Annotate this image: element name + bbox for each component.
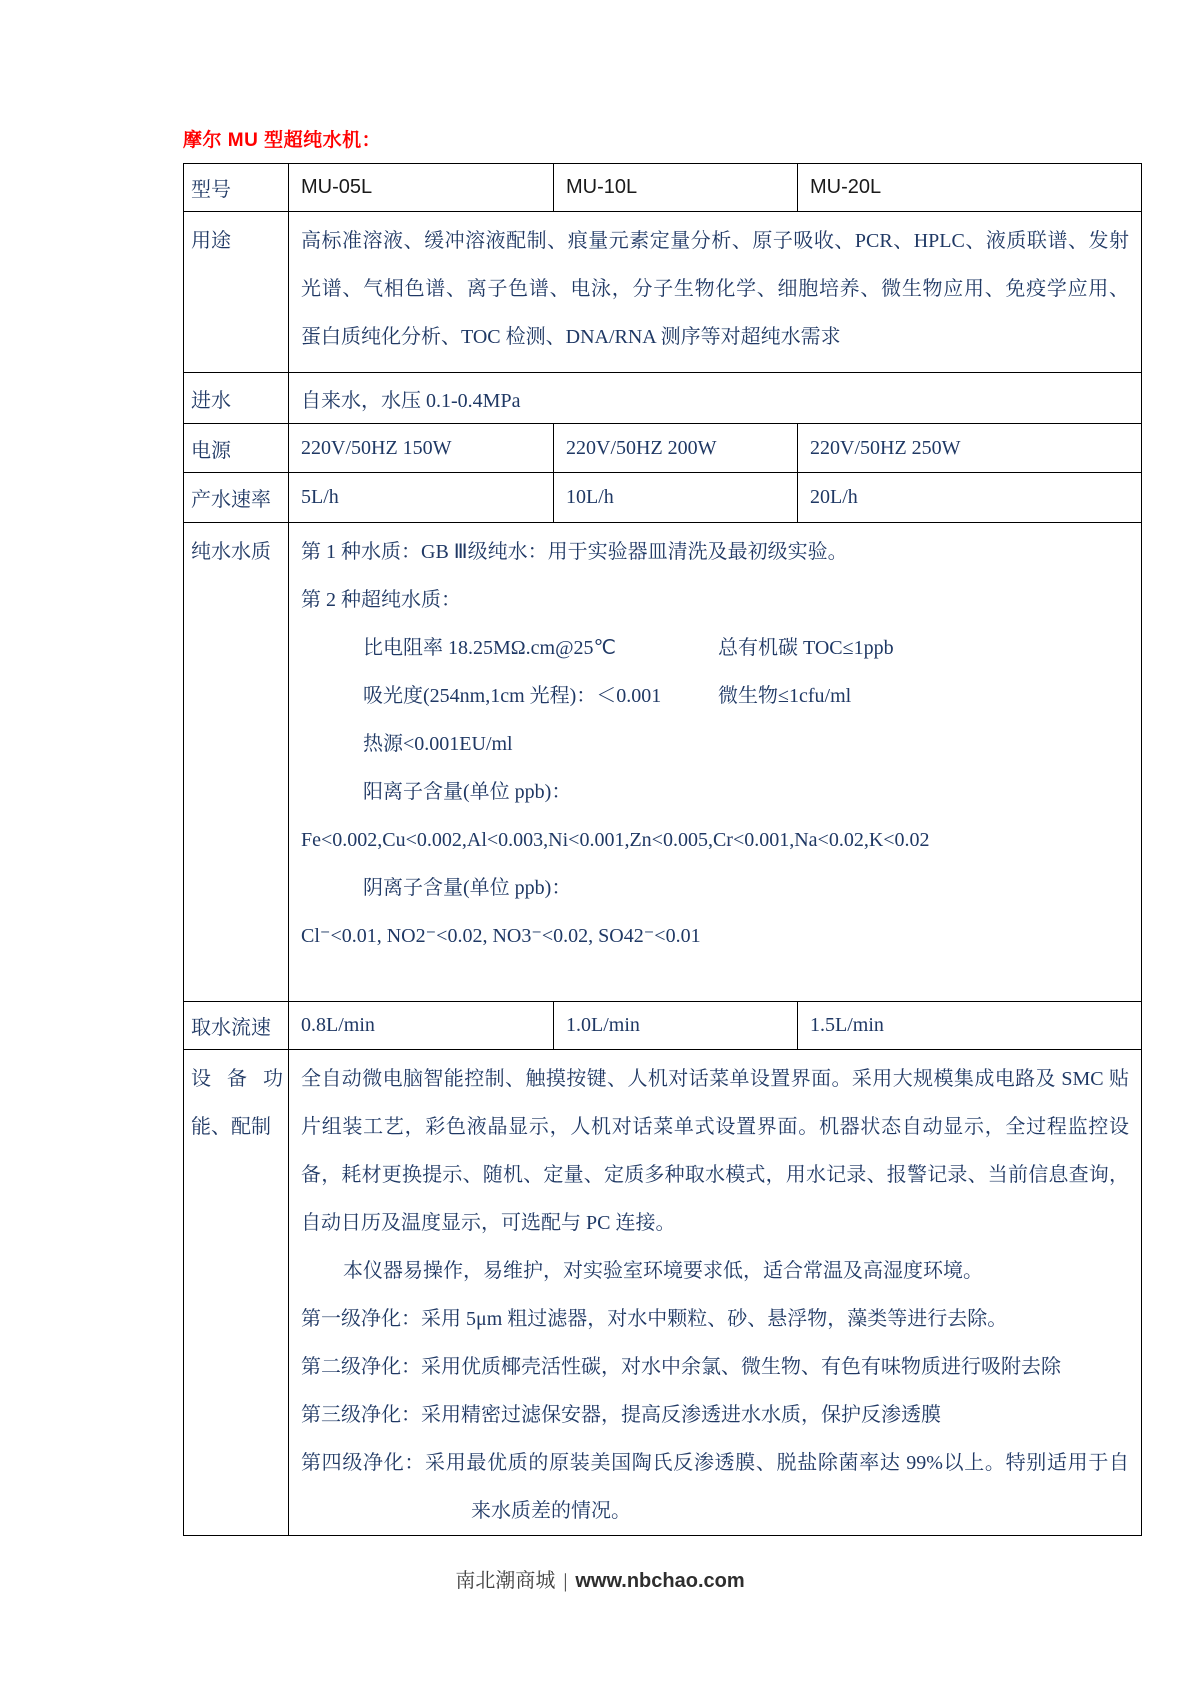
production-rate-value-3: 20L/h xyxy=(798,473,1142,523)
water-quality-label xyxy=(184,523,289,1002)
model-value-1: MU-05L xyxy=(289,164,554,212)
features-line: 第二级净化：采用优质椰壳活性碳，对水中余氯、微生物、有色有味物质进行吸附去除 xyxy=(301,1356,1061,1378)
model-label: 型号 xyxy=(184,164,289,212)
row-inlet-water xyxy=(184,373,1142,424)
wq-anion-values: Cl⁻<0.01, NO2⁻<0.02, NO3⁻<0.02, SO42⁻<0.01 xyxy=(301,925,701,947)
water-quality-cell xyxy=(289,523,1142,1002)
model-value-2: MU-10L xyxy=(554,164,798,212)
flow-rate-value-1: 0.8L/min xyxy=(289,1002,554,1050)
usage-cell xyxy=(289,212,1142,373)
features-line: 第三级净化：采用精密过滤保安器，提高反渗透进水水质，保护反渗透膜 xyxy=(301,1404,941,1426)
features-line: 本仪器易操作，易维护，对实验室环境要求低，适合常温及高湿度环境。 xyxy=(343,1260,983,1282)
row-features xyxy=(184,1050,1142,1536)
usage-line: 光谱、气相色谱、离子色谱、电泳，分子生物化学、细胞培养、微生物应用、免疫学应用、 xyxy=(301,278,1129,300)
footer-divider: | xyxy=(563,1570,568,1592)
page-title: 摩尔 MU 型超纯水机： xyxy=(183,130,382,151)
wq-resistivity-line xyxy=(301,624,1129,672)
wq-pyrogen: 热源<0.001EU/ml xyxy=(363,733,513,755)
wq-microbe: 微生物≤1cfu/ml xyxy=(718,685,852,707)
wq-cation-values: Fe<0.002,Cu<0.002,Al<0.003,Ni<0.001,Zn<0.005,Cr<0.001,Na<0.02,K<0.02 xyxy=(301,829,930,851)
row-model xyxy=(184,164,1142,212)
inlet-label: 进水 xyxy=(184,373,289,424)
features-line: 第四级净化：采用最优质的原装美国陶氏反渗透膜、脱盐除菌率达 99%以上。特别适用于自 xyxy=(301,1452,1129,1474)
wq-resistivity: 比电阻率 18.25MΩ.cm@25℃ xyxy=(363,637,616,659)
flow-rate-value-3: 1.5L/min xyxy=(798,1002,1142,1050)
usage-line: 蛋白质纯化分析、TOC 检测、DNA/RNA 测序等对超纯水需求 xyxy=(301,326,841,348)
features-line: 片组装工艺，彩色液晶显示，人机对话菜单式设置界面。机器状态自动显示，全过程监控设 xyxy=(301,1116,1129,1138)
row-production-rate xyxy=(184,473,1142,523)
power-value-3: 220V/50HZ 250W xyxy=(798,424,1142,473)
flow-rate-value-2: 1.0L/min xyxy=(554,1002,798,1050)
features-line: 第一级净化：采用 5μm 粗过滤器，对水中颗粒、砂、悬浮物，藻类等进行去除。 xyxy=(301,1308,1008,1330)
footer-site-name: 南北潮商城 xyxy=(455,1570,556,1592)
row-power xyxy=(184,424,1142,473)
features-label-line2: 能、配制 xyxy=(191,1116,271,1138)
production-rate-value-2: 10L/h xyxy=(554,473,798,523)
production-rate-label: 产水速率 xyxy=(184,473,289,523)
power-label: 电源 xyxy=(184,424,289,473)
power-value-1: 220V/50HZ 150W xyxy=(289,424,554,473)
wq-cation-title: 阳离子含量(单位 ppb)： xyxy=(363,781,572,803)
features-line: 自动日历及温度显示，可选配与 PC 连接。 xyxy=(301,1212,676,1234)
wq-anion-title: 阴离子含量(单位 ppb)： xyxy=(363,877,572,899)
features-label-line1: 设 备 功 xyxy=(191,1068,283,1090)
spec-table xyxy=(183,163,1142,1536)
row-usage xyxy=(184,212,1142,373)
footer-url: www.nbchao.com xyxy=(575,1570,745,1592)
power-value-2: 220V/50HZ 200W xyxy=(554,424,798,473)
model-value-3: MU-20L xyxy=(798,164,1142,212)
usage-label-text: 用途 xyxy=(191,230,231,252)
features-label xyxy=(184,1050,289,1536)
wq-grade1: 第 1 种水质：GB Ⅲ级纯水：用于实验器皿清洗及最初级实验。 xyxy=(301,541,848,563)
page-footer xyxy=(0,1568,1200,1594)
water-quality-label-text: 纯水水质 xyxy=(191,541,271,563)
wq-absorbance: 吸光度(254nm,1cm 光程)：＜0.001 xyxy=(363,685,662,707)
usage-label xyxy=(184,212,289,373)
inlet-value: 自来水，水压 0.1-0.4MPa xyxy=(289,373,1142,424)
production-rate-value-1: 5L/h xyxy=(289,473,554,523)
flow-rate-label: 取水流速 xyxy=(184,1002,289,1050)
features-line: 来水质差的情况。 xyxy=(471,1500,631,1522)
wq-grade2-title: 第 2 种超纯水质： xyxy=(301,589,461,611)
usage-line: 高标准溶液、缓冲溶液配制、痕量元素定量分析、原子吸收、PCR、HPLC、液质联谱、发射 xyxy=(301,230,1129,252)
row-water-quality xyxy=(184,523,1142,1002)
features-line: 备，耗材更换提示、随机、定量、定质多种取水模式，用水记录、报警记录、当前信息查询， xyxy=(301,1164,1129,1186)
features-cell xyxy=(289,1050,1142,1536)
features-line: 全自动微电脑智能控制、触摸按键、人机对话菜单设置界面。采用大规模集成电路及 SMC 贴 xyxy=(301,1068,1129,1090)
wq-absorbance-line xyxy=(301,672,1129,720)
row-flow-rate xyxy=(184,1002,1142,1050)
wq-toc: 总有机碳 TOC≤1ppb xyxy=(718,637,894,659)
